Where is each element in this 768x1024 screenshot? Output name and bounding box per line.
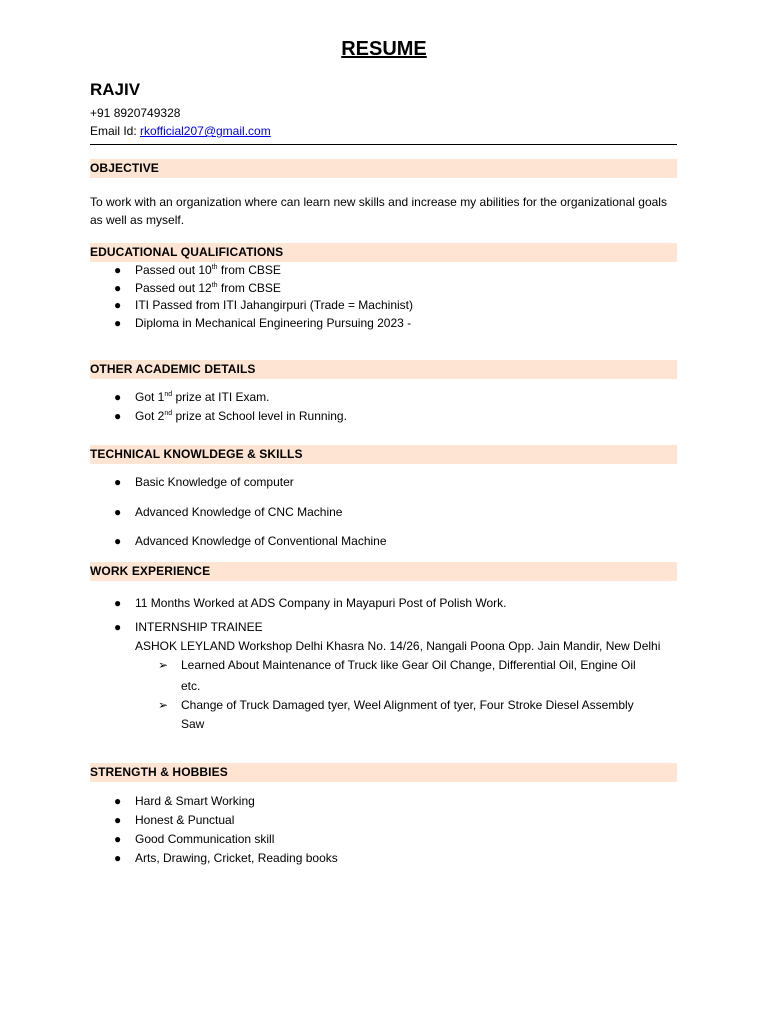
section-heading-hobbies — [90, 763, 677, 782]
academic-item: Got 2nd prize at School level in Running. — [135, 409, 347, 423]
internship-task-1-cont: etc. — [181, 679, 201, 693]
email-link[interactable]: rkofficial207@gmail.com — [140, 124, 271, 138]
education-item: Passed out 10th from CBSE — [135, 263, 281, 277]
bullet-icon: ● — [114, 620, 122, 634]
bullet-icon: ● — [114, 390, 122, 404]
experience-item-internship-detail: ASHOK LEYLAND Workshop Delhi Khasra No. 14/26, Nangali Poona Opp. Jain Mandir, New Delhi — [135, 639, 661, 653]
email-label: Email Id: — [90, 124, 141, 138]
hobby-item: Good Communication skill — [135, 832, 275, 846]
email-line — [90, 124, 271, 138]
bullet-icon: ● — [114, 832, 122, 846]
objective-heading-text: OBJECTIVE — [90, 161, 159, 175]
internship-task-2-cont: Saw — [181, 717, 205, 731]
bullet-icon: ● — [114, 475, 122, 489]
bullet-icon: ● — [114, 263, 122, 277]
academic-heading-text: OTHER ACADEMIC DETAILS — [90, 362, 256, 376]
hobby-item: Honest & Punctual — [135, 813, 235, 827]
experience-heading-text: WORK EXPERIENCE — [90, 564, 211, 578]
education-heading-text: EDUCATIONAL QUALIFICATIONS — [90, 245, 284, 259]
section-heading-academic — [90, 360, 677, 379]
arrow-bullet-icon: ➢ — [158, 698, 169, 712]
bullet-icon: ● — [114, 505, 122, 519]
experience-item-ads: 11 Months Worked at ADS Company in Mayapuri Post of Polish Work. — [135, 596, 507, 610]
internship-task-1: Learned About Maintenance of Truck like Gear Oil Change, Differential Oil, Engine Oil — [181, 658, 636, 672]
skill-item: Advanced Knowledge of CNC Machine — [135, 505, 343, 519]
education-item: Diploma in Mechanical Engineering Pursuing 2023 - — [135, 315, 412, 330]
bullet-icon: ● — [114, 315, 122, 330]
section-heading-skills — [90, 445, 677, 464]
header-divider — [90, 144, 677, 145]
skill-item: Basic Knowledge of computer — [135, 475, 294, 489]
experience-item-internship-title: INTERNSHIP TRAINEE — [135, 620, 263, 634]
bullet-icon: ● — [114, 534, 122, 548]
skill-item: Advanced Knowledge of Conventional Machine — [135, 534, 387, 548]
internship-task-2: Change of Truck Damaged tyer, Weel Alignment of tyer, Four Stroke Diesel Assembly — [181, 698, 634, 712]
candidate-name: RAJIV — [90, 80, 141, 99]
bullet-icon: ● — [114, 409, 122, 423]
education-item: Passed out 12th from CBSE — [135, 280, 281, 295]
section-heading-objective — [90, 159, 677, 178]
hobbies-heading-text: STRENGTH & HOBBIES — [90, 765, 228, 779]
bullet-icon: ● — [114, 596, 122, 610]
hobby-item: Arts, Drawing, Cricket, Reading books — [135, 851, 338, 865]
bullet-icon: ● — [114, 851, 122, 865]
resume-title: RESUME — [341, 38, 427, 60]
bullet-icon: ● — [114, 298, 122, 312]
section-heading-education — [90, 243, 677, 262]
section-heading-experience — [90, 562, 677, 581]
skills-heading-text: TECHNICAL KNOWLDEGE & SKILLS — [90, 447, 303, 461]
bullet-icon: ● — [114, 794, 122, 808]
phone-number: +91 8920749328 — [90, 106, 181, 120]
academic-item: Got 1nd prize at ITI Exam. — [135, 390, 270, 404]
bullet-icon: ● — [114, 813, 122, 827]
bullet-icon: ● — [114, 280, 122, 295]
objective-text: To work with an organization where can learn new skills and increase my abilities for the organizational goals as well as myself. — [90, 195, 667, 227]
hobby-item: Hard & Smart Working — [135, 794, 255, 808]
arrow-bullet-icon: ➢ — [158, 658, 169, 672]
education-item: ITI Passed from ITI Jahangirpuri (Trade = Machinist) — [135, 298, 413, 312]
